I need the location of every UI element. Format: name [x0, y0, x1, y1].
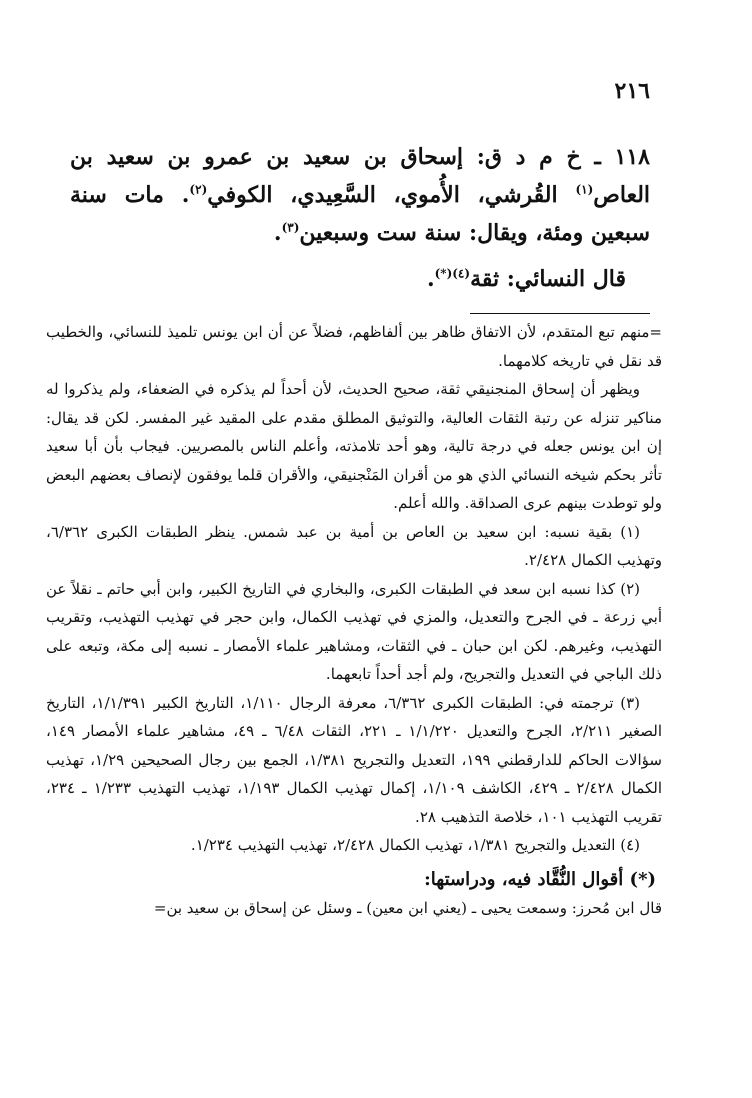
critics-line: قال ابن مُحرز: وسمعت يحيى ـ (يعني ابن معين) ـ وسئل عن إسحاق بن سعيد بن=	[153, 899, 662, 917]
footnote-divider	[470, 313, 650, 314]
biography-entry	[70, 138, 650, 298]
footnotes	[46, 318, 662, 923]
entry-text: .	[273, 220, 282, 246]
entry-paragraph	[70, 138, 650, 252]
quote-end: .	[426, 266, 435, 292]
critics-section-title: (*) أقوال النُّقَّاد فيه، ودراستها:	[424, 868, 656, 890]
footnote-1: (١) بقية نسبه: ابن سعيد بن العاص بن أمية بن عبد شمس. ينظر الطبقات الكبرى ٦/٣٦٢، وتهذيب الكمال ٢/٤٢٨.	[46, 522, 662, 569]
footnote-ref-1: (١)	[575, 182, 594, 197]
footnote-4: (٤) التعديل والتجريح ١/٣٨١، تهذيب الكمال ٢/٤٢٨، تهذيب التهذيب ١/٢٣٤.	[190, 836, 640, 854]
footnote-ref-3: (٣)	[281, 220, 300, 235]
quote-text: قال النسائي: ثقة	[470, 266, 626, 292]
page-number: ٢١٦	[614, 78, 650, 104]
footnote-3: (٣) ترجمته في: الطبقات الكبرى ٦/٣٦٢، معرفة الرجال ١/١١٠، التاريخ الكبير ١/١/٣٩١، التاريخ الصغير ٢/٢١١، الجرح والتعديل ١/١/٢٢٠ ـ ٢٢١، الثقات ٦/٤٨ ـ ٤٩، مشاهير علماء الأمصار ١٤٩، سؤالات الحاكم للدارقطني ١٩٩، التعديل والتجريح ١/٣٨١، الجمع بين رجال الصحيحين ١/٢٩، تهذيب الكمال ٢/٤٢٨ ـ ٤٢٩، الكاشف ١/١٠٩، إكمال تهذيب الكمال ١/١٩٣، تهذيب التهذيب ١/٢٣٣ ـ ٢٣٤، تقريب التهذيب ١٠١، خلاصة التذهيب ٢٨.	[46, 693, 663, 826]
nasai-quote	[70, 260, 650, 298]
footnote-continuation: =منهم تبع المتقدم، لأن الاتفاق ظاهر بين ألفاظهم، فضلاً عن أن ابن يونس تلميذ للنسائي، والخطيب قد نقل في تاريخه كلامهما.	[46, 323, 662, 370]
footnote-ref-4: (٤)(*)	[434, 266, 471, 281]
footnote-ref-2: (٢)	[189, 182, 208, 197]
footnote-discussion: ويظهر أن إسحاق المنجنيقي ثقة، صحيح الحديث، لأن أحداً لم يذكره في الضعفاء، ولم يذكروا له مناكير تنزله عن رتبة الثقات العالية، والتوثيق المطلق مقدم على المقيد غير المفسر. لكن قد يقال: إن ابن يونس جعله في درجة تالية، وهو أحد تلامذته، وأعلم الناس بالمصريين. فيجاب بأن أبا سعيد تأثر بحكم شيخه النسائي الذي هو من أقران المَنْجنيقي، والأقران قلما يوفقون لإنصاف بعضهم البعض ولو توطدت بينهم عرى الصداقة. والله أعلم.	[46, 380, 662, 512]
entry-text: القُرشي، الأُموي، السَّعِيدي، الكوفي	[207, 182, 576, 208]
entry-header: ١١٨ ـ خ م د ق: إسحاق بن سعيد بن عمرو بن سعيد بن العاص	[70, 144, 651, 208]
footnote-2: (٢) كذا نسبه ابن سعد في الطبقات الكبرى، والبخاري في التاريخ الكبير، وابن أبي حاتم ـ نقلاً عن أبي زرعة ـ في الجرح والتعديل، والمزي في تهذيب الكمال، وابن حجر في تهذيب التهذيب، وتقريب التهذيب، وغيرهم. لكن ابن حبان ـ في الثقات، ومشاهير علماء الأمصار ـ نسبه إلى مكة، وتبعه على ذلك الباجي في التعديل والتجريح، ولم أجد أحداً تابعهما.	[46, 579, 662, 683]
entry-text: . مات سنة سبعين ومئة، ويقال: سنة ست وسبعين	[70, 182, 650, 246]
